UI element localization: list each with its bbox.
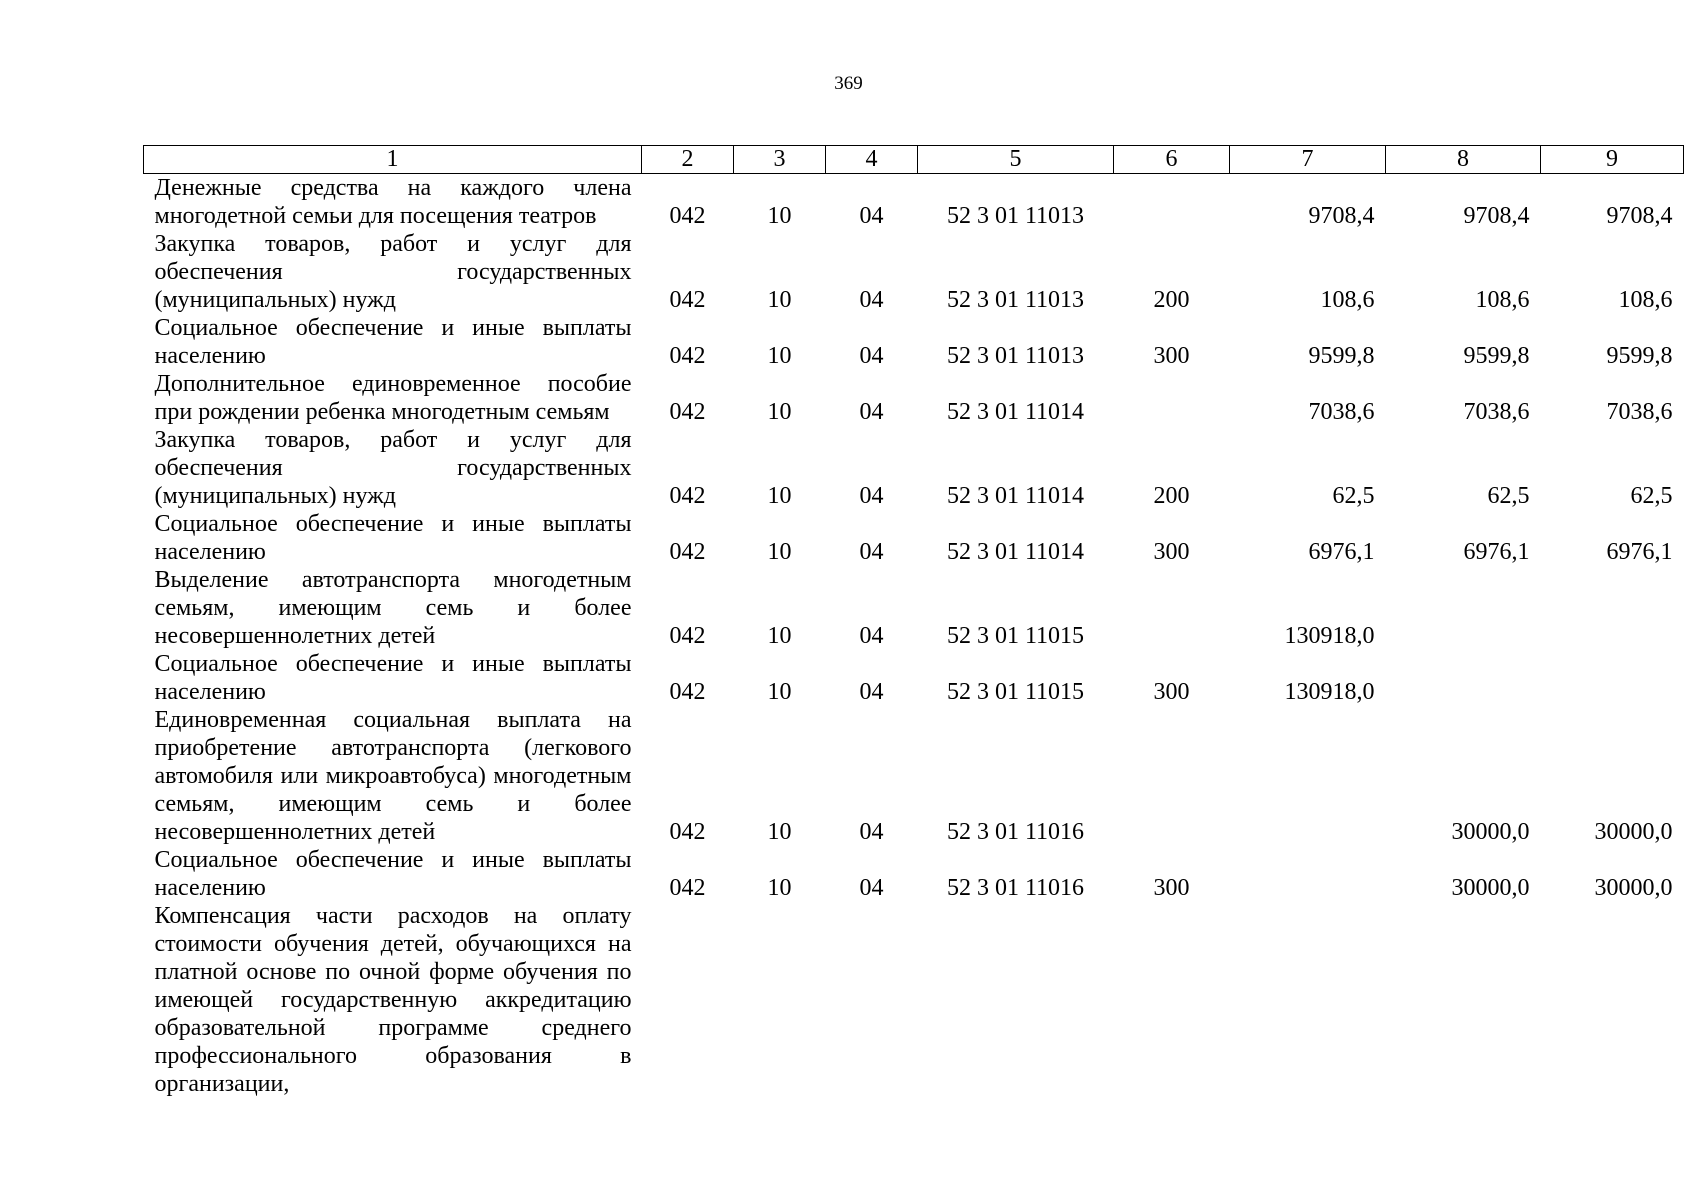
row-code-2: 042 (669, 399, 706, 425)
row-code-5: 52 3 01 11015 (946, 679, 1085, 705)
header-col-3: 3 (734, 146, 826, 174)
row-code-6: 300 (1153, 539, 1190, 565)
row-code-5: 52 3 01 11014 (946, 539, 1085, 565)
row-code-5: 52 3 01 11013 (946, 203, 1085, 229)
header-col-9: 9 (1541, 146, 1684, 174)
row-code-6 (1114, 370, 1230, 426)
table-row (144, 566, 1684, 650)
row-code-4: 04 (859, 203, 884, 229)
row-value-9: 7038,6 (1606, 399, 1673, 425)
row-code-6: 200 (1153, 483, 1190, 509)
row-value-8: 6976,1 (1463, 539, 1530, 565)
row-code-3: 10 (767, 399, 792, 425)
row-code-4 (826, 902, 918, 1098)
row-code-6: 200 (1153, 287, 1190, 313)
table-row (144, 174, 1684, 231)
row-value-9 (1541, 566, 1684, 650)
row-value-9: 6976,1 (1606, 539, 1673, 565)
row-code-4: 04 (859, 483, 884, 509)
table-row (144, 426, 1684, 510)
row-value-7: 108,6 (1320, 287, 1375, 313)
row-code-6 (1114, 174, 1230, 231)
row-code-4: 04 (859, 399, 884, 425)
table-row (144, 510, 1684, 566)
table-row (144, 650, 1684, 706)
row-code-2: 042 (669, 819, 706, 845)
row-code-5: 52 3 01 11016 (946, 875, 1085, 901)
row-code-5: 52 3 01 11013 (946, 343, 1085, 369)
row-name: Единовременная социальная выплата на приобретение автотранспорта (легкового автомобиля или микроавтобуса) многодетным семьям, имеющим семь и более несовершеннолетних детей (154, 707, 632, 845)
header-row (144, 146, 1684, 174)
row-name: Выделение автотранспорта многодетным семьям, имеющим семь и более несовершеннолетних детей (154, 567, 632, 649)
row-code-2: 042 (669, 203, 706, 229)
row-code-2: 042 (669, 623, 706, 649)
table-row (144, 370, 1684, 426)
row-code-4: 04 (859, 287, 884, 313)
row-value-7: 62,5 (1332, 483, 1375, 509)
table-row (144, 314, 1684, 370)
row-value-7: 130918,0 (1284, 623, 1375, 649)
table-row (144, 846, 1684, 902)
row-code-6: 300 (1153, 343, 1190, 369)
row-code-6: 300 (1153, 679, 1190, 705)
row-code-5: 52 3 01 11014 (946, 483, 1085, 509)
row-code-2: 042 (669, 287, 706, 313)
row-code-2: 042 (669, 343, 706, 369)
row-code-5: 52 3 01 11014 (946, 399, 1085, 425)
table-row (144, 706, 1684, 846)
row-value-7: 9708,4 (1308, 203, 1375, 229)
row-code-5 (918, 902, 1114, 1098)
budget-table (143, 145, 1684, 1098)
header-col-2: 2 (642, 146, 734, 174)
row-value-9 (1541, 650, 1684, 706)
row-code-5: 52 3 01 11013 (946, 287, 1085, 313)
row-value-7 (1230, 846, 1386, 902)
row-name: Закупка товаров, работ и услуг для обеспечения государственных (муниципальных) нужд (154, 231, 632, 313)
row-name: Дополнительное единовременное пособие при рождении ребенка многодетным семьям (154, 371, 632, 425)
row-code-3 (734, 902, 826, 1098)
row-value-7 (1230, 902, 1386, 1098)
row-value-8: 30000,0 (1451, 819, 1530, 845)
table-body (144, 174, 1684, 1099)
row-value-8 (1386, 650, 1541, 706)
row-value-8: 62,5 (1487, 483, 1530, 509)
table-row (144, 230, 1684, 314)
header-col-4: 4 (826, 146, 918, 174)
row-code-6 (1114, 902, 1230, 1098)
row-code-2 (642, 902, 734, 1098)
row-value-7: 6976,1 (1308, 539, 1375, 565)
row-value-7: 7038,6 (1308, 399, 1375, 425)
row-value-8 (1386, 902, 1541, 1098)
row-value-9: 9599,8 (1606, 343, 1673, 369)
header-col-6: 6 (1114, 146, 1230, 174)
row-name: Социальное обеспечение и иные выплаты населению (154, 315, 632, 369)
row-code-3: 10 (767, 819, 792, 845)
row-value-9: 30000,0 (1594, 819, 1673, 845)
row-code-4: 04 (859, 819, 884, 845)
row-code-6: 300 (1153, 875, 1190, 901)
table-row (144, 902, 1684, 1098)
row-code-3: 10 (767, 343, 792, 369)
row-value-8: 9599,8 (1463, 343, 1530, 369)
row-value-7 (1230, 706, 1386, 846)
row-code-3: 10 (767, 287, 792, 313)
row-code-4: 04 (859, 875, 884, 901)
row-name: Социальное обеспечение и иные выплаты населению (154, 847, 632, 901)
row-code-6 (1114, 706, 1230, 846)
row-name: Денежные средства на каждого члена многодетной семьи для посещения театров (154, 175, 632, 229)
row-code-4: 04 (859, 679, 884, 705)
row-code-3: 10 (767, 875, 792, 901)
row-code-2: 042 (669, 875, 706, 901)
row-name: Социальное обеспечение и иные выплаты населению (154, 651, 632, 705)
row-value-9: 108,6 (1618, 287, 1673, 313)
row-name: Компенсация части расходов на оплату стоимости обучения детей, обучающихся на платной основе по очной форме обучения по имеющей государственную аккредитацию образовательной программе среднего профессионального образования в организации, (154, 903, 632, 1097)
row-code-6 (1114, 566, 1230, 650)
row-value-8: 30000,0 (1451, 875, 1530, 901)
header-col-1: 1 (144, 146, 642, 174)
row-code-2: 042 (669, 483, 706, 509)
row-code-3: 10 (767, 203, 792, 229)
row-value-8: 9708,4 (1463, 203, 1530, 229)
row-code-2: 042 (669, 679, 706, 705)
row-code-3: 10 (767, 623, 792, 649)
table-header (144, 146, 1684, 174)
header-col-7: 7 (1230, 146, 1386, 174)
row-value-8: 108,6 (1475, 287, 1530, 313)
row-code-5: 52 3 01 11016 (946, 819, 1085, 845)
row-value-9: 62,5 (1630, 483, 1673, 509)
row-value-8 (1386, 566, 1541, 650)
row-name: Социальное обеспечение и иные выплаты населению (154, 511, 632, 565)
row-code-4: 04 (859, 343, 884, 369)
row-value-9: 30000,0 (1594, 875, 1673, 901)
row-value-7: 130918,0 (1284, 679, 1375, 705)
row-code-4: 04 (859, 623, 884, 649)
header-col-5: 5 (918, 146, 1114, 174)
row-code-2: 042 (669, 539, 706, 565)
page-number: 369 (834, 73, 863, 94)
row-code-3: 10 (767, 539, 792, 565)
row-value-7: 9599,8 (1308, 343, 1375, 369)
row-value-9 (1541, 902, 1684, 1098)
row-name: Закупка товаров, работ и услуг для обеспечения государственных (муниципальных) нужд (154, 427, 632, 509)
row-code-4: 04 (859, 539, 884, 565)
header-col-8: 8 (1386, 146, 1541, 174)
row-code-5: 52 3 01 11015 (946, 623, 1085, 649)
row-value-8: 7038,6 (1463, 399, 1530, 425)
row-value-9: 9708,4 (1606, 203, 1673, 229)
row-code-3: 10 (767, 483, 792, 509)
row-code-3: 10 (767, 679, 792, 705)
